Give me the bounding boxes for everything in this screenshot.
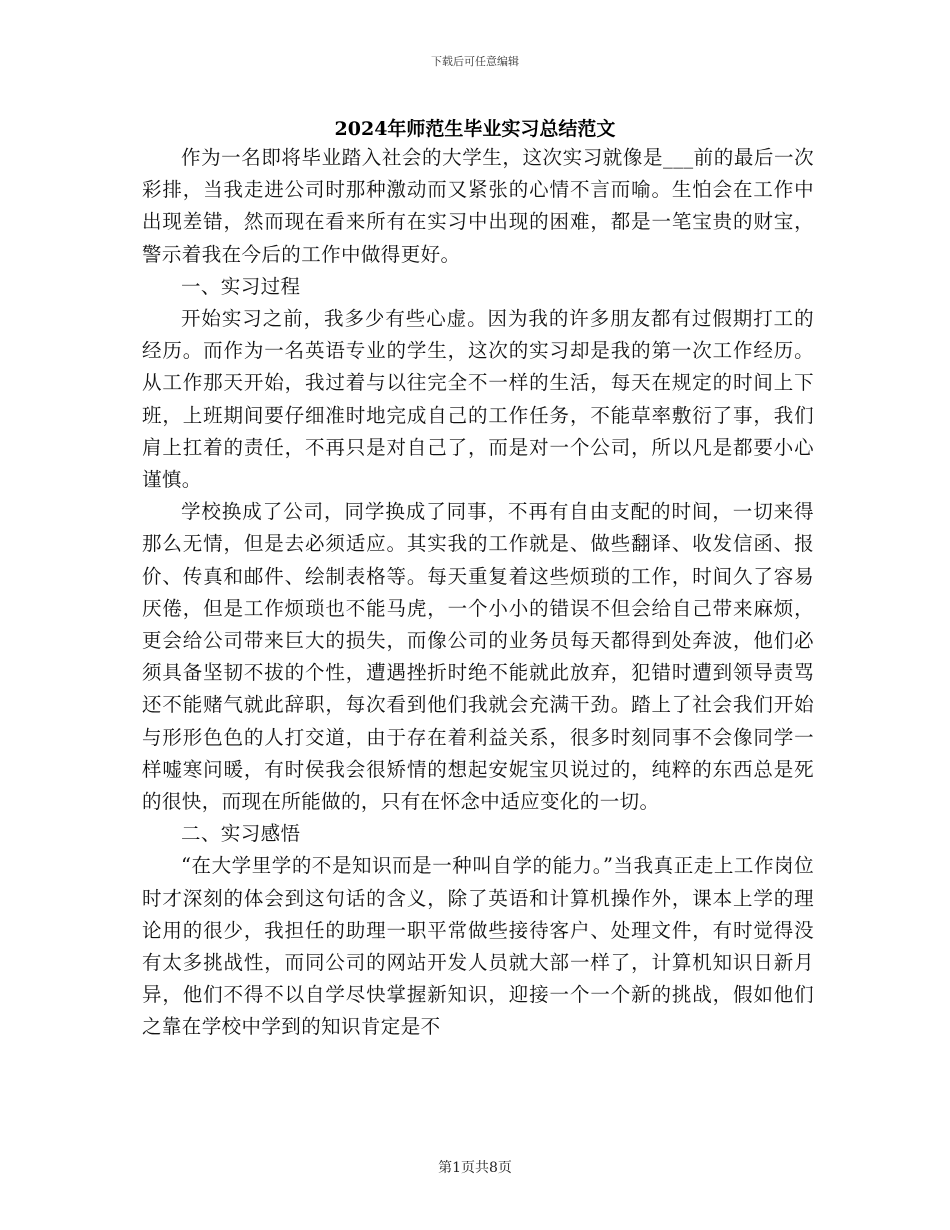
section-heading-reflection: 二、实习感悟 bbox=[181, 822, 301, 846]
paragraph-process-1: 开始实习之前，我多少有些心虚。因为我的许多朋友都有过假期打工的经历。而作为一名英语专业的学生，这次的实习却是我的第一次工作经历。从工作那天开始，我过着与以往完全不一样的生活，每天在规定的时间上下班，上班期间要仔细准时地完成自己的工作任务，不能草率敷衍了事，我们肩上扛着的责任，不再只是对自己了，而是对一个公司，所以凡是都要小心谨慎。 bbox=[142, 307, 814, 492]
document-title: 2024年师范生毕业实习总结范文 bbox=[334, 118, 616, 140]
page-number: 第1页共8页 bbox=[438, 1160, 512, 1176]
page-header-note: 下载后可任意编辑 bbox=[431, 55, 519, 68]
document-body bbox=[142, 142, 814, 1044]
section-heading-process: 一、实习过程 bbox=[181, 274, 301, 298]
paragraph-process-2: 学校换成了公司，同学换成了同事，不再有自由支配的时间，一切来得那么无情，但是去必须适应。其实我的工作就是、做些翻译、收发信函、报价、传真和邮件、绘制表格等。每天重复着这些烦琐的工作，时间久了容易厌倦，但是工作烦琐也不能马虎，一个小小的错误不但会给自己带来麻烦，更会给公司带来巨大的损失，而像公司的业务员每天都得到处奔波，他们必须具备坚韧不拔的个性，遭遇挫折时绝不能就此放弃，犯错时遭到领导责骂还不能赌气就此辞职，每次看到他们我就会充满干劲。踏上了社会我们开始与形形色色的人打交道，由于存在着利益关系，很多时刻同事不会像同学一样嘘寒问暖，有时侯我会很矫情的想起安妮宝贝说过的，纯粹的东西总是死的很快，而现在所能做的，只有在怀念中适应变化的一切。 bbox=[142, 500, 814, 814]
paragraph-intro: 作为一名即将毕业踏入社会的大学生，这次实习就像是___前的最后一次彩排，当我走进公司时那种激动而又紧张的心情不言而喻。生怕会在工作中出现差错，然而现在看来所有在实习中出现的困难，都是一笔宝贵的财宝，警示着我在今后的工作中做得更好。 bbox=[142, 146, 814, 266]
paragraph-reflection-1: “在大学里学的不是知识而是一种叫自学的能力。”当我真正走上工作岗位时才深刻的体会到这句话的含义，除了英语和计算机操作外，课本上学的理论用的很少，我担任的助理一职平常做些接待客户、处理文件，有时觉得没有太多挑战性，而同公司的网站开发人员就大部一样了，计算机知识日新月异，他们不得不以自学尽快掌握新知识，迎接一个一个新的挑战，假如他们之靠在学校中学到的知识肯定是不 bbox=[142, 854, 814, 1039]
